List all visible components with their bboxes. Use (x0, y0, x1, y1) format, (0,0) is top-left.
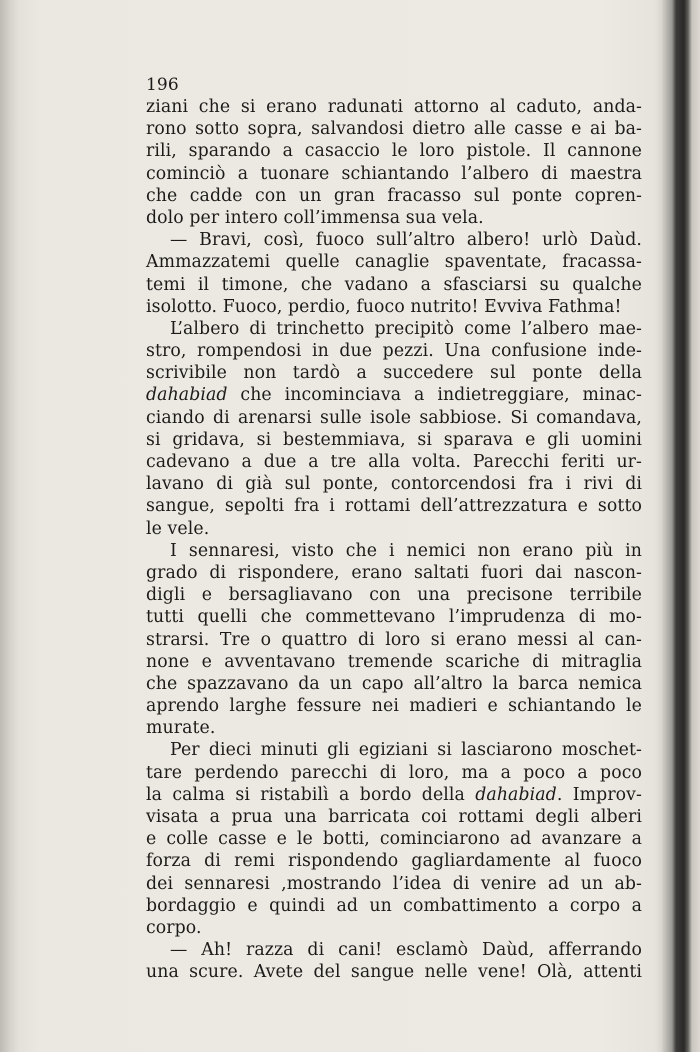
text-line: sangue, sepolti fra i rottami dell’attrezzatura e sotto (146, 496, 642, 517)
text-line: aprendo larghe fessure nei madieri e schiantando le (146, 696, 642, 717)
text-line: bordaggio e quindi ad un combattimento a corpo a (146, 895, 642, 916)
text-line: tutti quelli che commettevano l’imprudenza di mo- (146, 607, 642, 628)
text-line: rono sotto sopra, salvandosi dietro alle casse e ai ba- (146, 119, 642, 140)
text-line: visata a prua una barricata coi rottami degli alberi (146, 807, 642, 827)
text-line: — Ah! razza di cani! esclamò Daùd, afferrando (170, 940, 642, 961)
text-line: Ammazzatemi quelle canaglie spaventate, fracassa- (146, 252, 642, 273)
page-text-block (146, 74, 642, 984)
text-line: — Bravi, così, fuoco sull’altro albero! urlò Daùd. (170, 230, 642, 251)
text-line: isolotto. Fuoco, perdio, fuoco nutrito! Evviva Fathma! (146, 296, 622, 317)
text-line: una scure. Avete del sangue nelle vene! Olà, attenti (146, 962, 642, 983)
text-line: dolo per intero coll’immensa sua vela. (146, 207, 484, 228)
text-line: murate. (146, 718, 216, 739)
page-number: 196 (146, 75, 179, 95)
text-line: L’albero di trinchetto precipitò come l’albero mae- (170, 318, 642, 339)
text-line: ziani che si erano radunati attorno al caduto, anda- (146, 97, 642, 117)
text-line: rili, sparando a casaccio le loro pistole. Il cannone (146, 141, 642, 162)
text-line: strarsi. Tre o quattro di loro si erano messi al can- (146, 629, 642, 650)
text-line: stro, rompendosi in due pezzi. Una confusione inde- (146, 341, 642, 362)
text-line: digli e bersagliavano con una precisone terribile (146, 585, 642, 606)
text-line: corpo. (146, 917, 202, 938)
text-line: che cadde con un gran fracasso sul ponte copren- (146, 185, 642, 206)
text-line: dahabiad che incominciava a indietreggiare, minac- (146, 385, 642, 406)
text-line: tare perdendo parecchi di loro, ma a poco a poco (146, 762, 642, 783)
text-line: cadevano a due a tre alla volta. Parecchi feriti ur- (146, 452, 642, 472)
text-line: none e avventavano tremende scariche di mitraglia (146, 651, 642, 672)
page-left-shadow (0, 0, 18, 1052)
book-binding-edge (662, 0, 700, 1052)
text-line: lavano di già sul ponte, contorcendosi fra i rivi di (146, 474, 642, 495)
text-line: scrivibile non tardò a succedere sul ponte della (146, 363, 642, 384)
text-line: I sennaresi, visto che i nemici non erano più in (170, 540, 642, 561)
text-line: ciando di arenarsi sulle isole sabbiose. Si comandava, (146, 407, 642, 428)
text-line: che spazzavano da un capo all’altro la barca nemica (146, 673, 642, 694)
text-line: forza di remi rispondendo gagliardamente al fuoco (146, 851, 642, 872)
text-line: temi il timone, che vadano a sfasciarsi su qualche (146, 274, 642, 295)
text-line: si gridava, si bestemmiava, si sparava e gli uomini (146, 429, 642, 450)
text-line: cominciò a tuonare schiantando l’albero di maestra (146, 163, 642, 184)
text-line: dei sennaresi ,mostrando l’idea di venire ad un ab- (146, 873, 642, 894)
text-line: le vele. (146, 518, 210, 539)
text-line: e colle casse e le botti, cominciarono ad avanzare a (146, 829, 642, 850)
text-line: la calma si ristabilì a bordo della dahabiad. Improv- (146, 784, 642, 805)
page-body-text (146, 96, 642, 984)
text-line: grado di rispondere, erano saltati fuori dai nascon- (146, 562, 642, 583)
text-line: Per dieci minuti gli egiziani si lasciarono moschet- (170, 740, 642, 761)
